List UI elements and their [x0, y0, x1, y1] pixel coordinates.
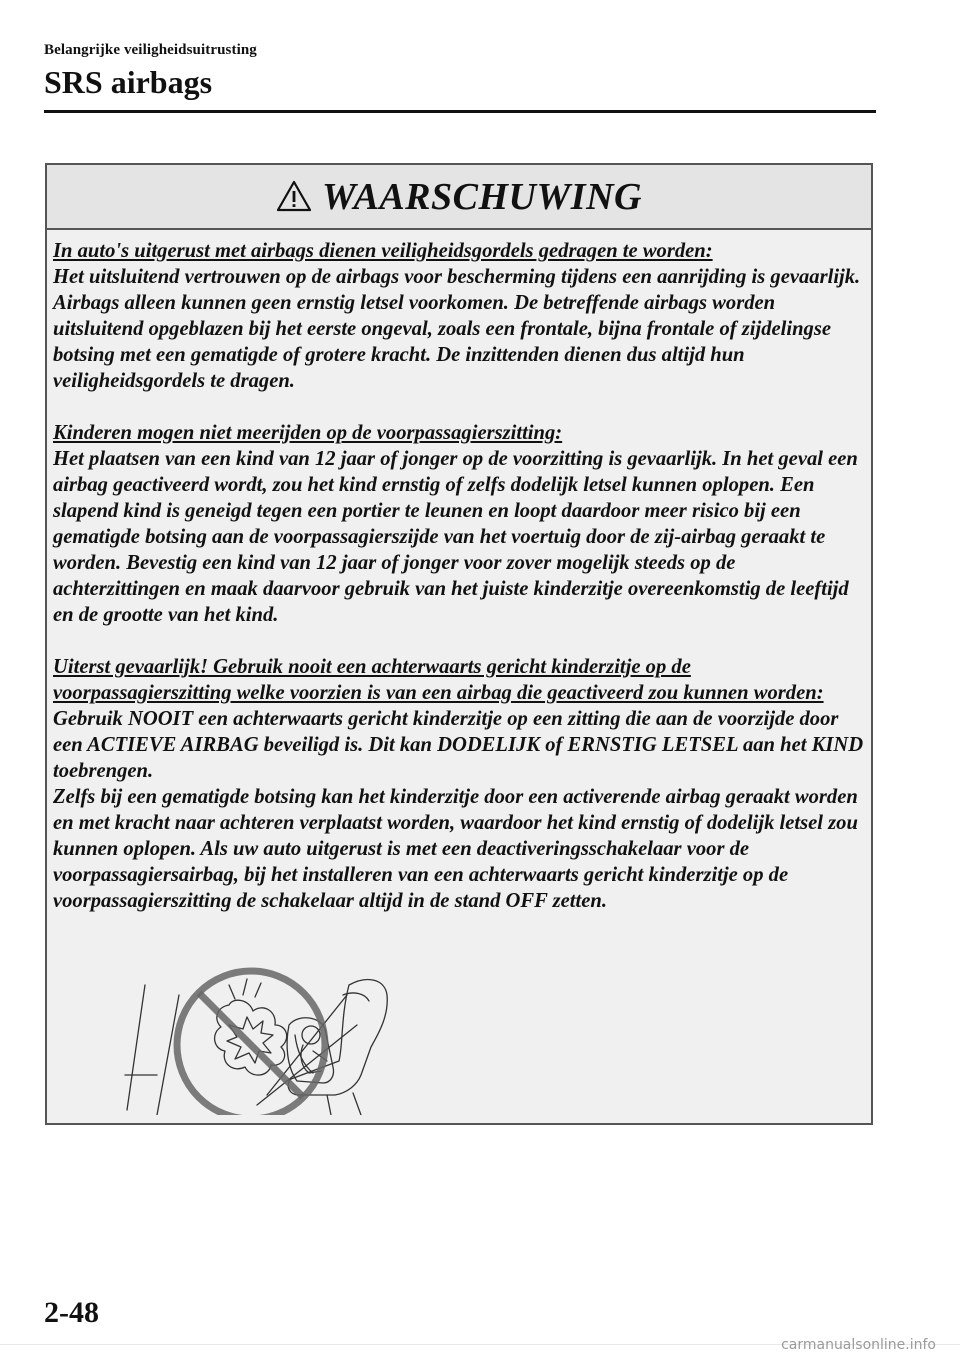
rear-facing-child-seat-prohibited-illustration: [117, 955, 417, 1115]
watermark: carmanualsonline.info: [781, 1337, 936, 1353]
warning-paragraph-seatbelts: [53, 238, 865, 394]
page-number: 2-48: [44, 1296, 99, 1329]
paragraph-heading: Kinderen mogen niet meerijden op de voorpassagierszitting:: [53, 422, 563, 444]
paragraph-heading: Uiterst gevaarlijk! Gebruik nooit een achterwaarts gericht kinderzitje op de voorpassagierszitting welke voorzien is van een airbag die geactiveerd zou kunnen worden:: [53, 656, 824, 704]
paragraph-text: Gebruik NOOIT een achterwaarts gericht kinderzitje op een zitting die aan de voorzijde door een ACTIEVE AIRBAG beveiligd is. Dit kan DODELIJK of ERNSTIG LETSEL aan het KIND toebrengen.: [53, 708, 864, 782]
warning-triangle-icon: [276, 180, 312, 212]
warning-title: WAARSCHUWING: [322, 175, 642, 218]
paragraph-text-continued: Zelfs bij een gematigde botsing kan het kinderzitje door een activerende airbag geraakt worden en met kracht naar achteren verplaatst worden, waardoor het kind ernstig of dodelijk letsel zou kunnen oplopen. Als uw auto uitgerust is met een deactiveringsschakelaar voor de voorpassagiersairbag, bij het installeren van een achterwaarts gericht kinderzitje op de voorpassagierszitting de schakelaar altijd in de stand OFF zetten.: [53, 786, 858, 912]
warning-paragraph-children: [53, 420, 865, 628]
warning-body: [47, 230, 871, 914]
title-divider: [44, 110, 876, 113]
warning-header: [47, 165, 871, 230]
paragraph-text: Het plaatsen van een kind van 12 jaar of jonger op de voorzitting is gevaarlijk. In het geval een airbag geactiveerd wordt, zou het kind ernstig of zelfs dodelijk letsel kunnen oplopen. Een slapend kind is geneigd tegen een portier te leunen en loopt daardoor meer risico bij een gematigde botsing aan de voorpassagierszijde van het voertuig door de zij-airbag geraakt te worden. Bevestig een kind van 12 jaar of jonger voor zover mogelijk steeds op de achterzittingen en maak daarvoor gebruik van het juiste kinderzitje overeenkomstig de leeftijd en de grootte van het kind.: [53, 448, 858, 626]
section-label: Belangrijke veiligheidsuitrusting: [44, 42, 257, 58]
page-title: SRS airbags: [44, 64, 213, 100]
paragraph-text: Het uitsluitend vertrouwen op de airbags voor bescherming tijdens een aanrijding is gevaarlijk. Airbags alleen kunnen geen ernstig letsel voorkomen. De betreffende airbags worden uitsluitend opgeblazen bij het eerste ongeval, zoals een frontale, bijna frontale of zijdelingse botsing met een gematigde of grotere kracht. De inzittenden dienen dus altijd hun veiligheidsgordels te dragen.: [53, 266, 861, 392]
warning-box: [45, 163, 873, 1125]
paragraph-heading: In auto's uitgerust met airbags dienen veiligheidsgordels gedragen te worden:: [53, 240, 713, 262]
warning-paragraph-rear-facing-seat: [53, 654, 865, 914]
